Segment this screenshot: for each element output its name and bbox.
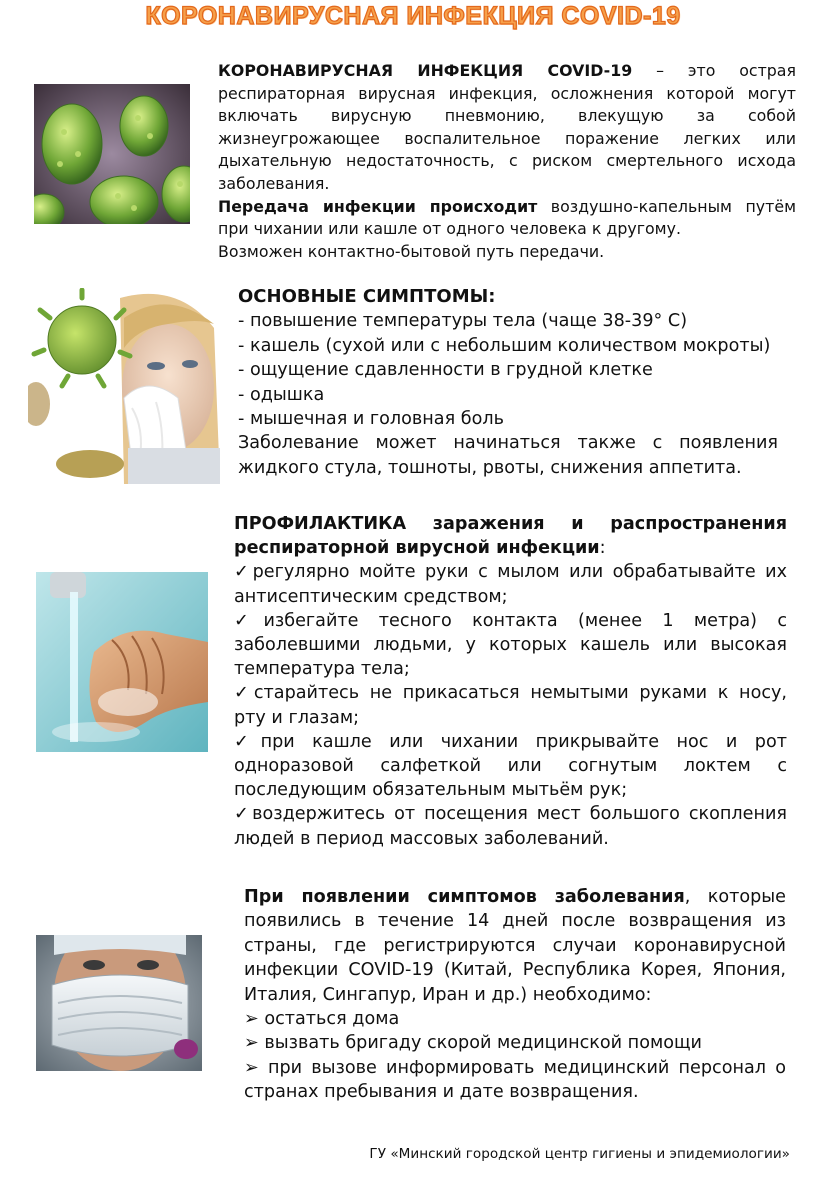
- prevention-item-text: воздержитесь от посещения мест большого скопления людей в период массовых заболеваний.: [234, 804, 787, 849]
- prevention-item: [234, 560, 787, 608]
- transmission-bold: Передача инфекции происходит: [218, 196, 538, 216]
- hand-washing-image: [36, 572, 208, 752]
- arrow-icon: ➢: [244, 1033, 259, 1054]
- prevention-heading: [234, 512, 787, 560]
- symptom-item: - мышечная и головная боль: [238, 409, 504, 430]
- sneezing-woman-image: [28, 288, 220, 484]
- medical-mask-image: [36, 935, 202, 1071]
- transmission-text: воздушно-капельным путём при чихании или кашле от одного человека к другому.: [218, 196, 796, 239]
- check-icon: ✓: [234, 562, 253, 583]
- symptom-item: - одышка: [238, 384, 325, 405]
- check-icon: ✓: [234, 731, 261, 752]
- action-item-text: вызвать бригаду скорой медицинской помощи: [258, 1033, 702, 1054]
- action-item-text: при вызове информировать медицинский персонал о странах пребывания и дате возвращения.: [244, 1057, 786, 1103]
- arrow-icon: ➢: [244, 1057, 259, 1078]
- intro-definition: [218, 60, 796, 196]
- symptom-item: - ощущение сдавленности в грудной клетке: [238, 360, 653, 381]
- actions-lead: [244, 885, 786, 1007]
- intro-contact: Возможен контактно-бытовой путь передачи.: [218, 241, 605, 261]
- prevention-heading-colon: :: [599, 538, 606, 559]
- action-item-text: остаться дома: [258, 1009, 400, 1030]
- intro-transmission: [218, 196, 796, 241]
- symptoms-section: [238, 285, 778, 480]
- prevention-item-text: избегайте тесного контакта (менее 1 метра) с заболевшими людьми, у которых кашель или высокая температура тела;: [234, 610, 787, 680]
- actions-section: [244, 885, 786, 1105]
- virus-image: [34, 84, 190, 224]
- action-item: [244, 1007, 786, 1031]
- prevention-heading-bold: ПРОФИЛАКТИКА заражения и распространения респираторной вирусной инфекции: [234, 514, 787, 559]
- actions-lead-bold: При появлении симптомов заболевания: [244, 887, 685, 907]
- page-title: КОРОНАВИРУСНАЯ ИНФЕКЦИЯ COVID-19: [145, 2, 681, 30]
- prevention-item: [234, 730, 787, 803]
- prevention-item: [234, 609, 787, 682]
- action-item: [244, 1031, 786, 1055]
- symptoms-note: Заболевание может начинаться также с появления жидкого стула, тошноты, рвоты, снижения аппетита.: [238, 433, 778, 478]
- check-icon: ✓: [234, 804, 253, 825]
- intro-dash: –: [632, 61, 688, 80]
- prevention-item-text: при кашле или чихании прикрывайте нос и рот одноразовой салфеткой или согнутым локтем с последующим обязательным мытьём рук;: [234, 731, 787, 801]
- prevention-item: [234, 802, 787, 850]
- prevention-section: [234, 512, 787, 851]
- intro-term: КОРОНАВИРУСНАЯ ИНФЕКЦИЯ COVID-19: [218, 61, 633, 80]
- symptom-item: - повышение температуры тела (чаще 38-39° С): [238, 311, 688, 332]
- intro-text: [218, 60, 796, 263]
- actions-lead-text: , которые появились в течение 14 дней после возвращения из страны, где регистрируются случаи коронавирусной инфекции COVID-19 (Китай, Республика Корея, Япония, Италия, Сингапур, Иран и др.) необходимо:: [244, 887, 786, 1005]
- symptoms-heading: ОСНОВНЫЕ СИМПТОМЫ:: [238, 286, 496, 307]
- footer-organization: ГУ «Минский городской центр гигиены и эпидемиологии»: [369, 1146, 790, 1162]
- prevention-item: [234, 681, 787, 729]
- arrow-icon: ➢: [244, 1009, 259, 1030]
- action-item: [244, 1056, 786, 1105]
- check-icon: ✓: [234, 610, 264, 631]
- check-icon: ✓: [234, 683, 254, 704]
- intro-definition-text: это острая респираторная вирусная инфекция, осложнения которой могут включать вирусную пневмонию, влекущую за собой жизнеугрожающее воспалительное поражение легких или дыхательную недостаточность, с риском смертельного исхода заболевания.: [218, 61, 796, 193]
- symptom-item: - кашель (сухой или с небольшим количеством мокроты): [238, 335, 771, 356]
- prevention-item-text: старайтесь не прикасаться немытыми руками к носу, рту и глазам;: [234, 683, 788, 728]
- prevention-item-text: регулярно мойте руки с мылом или обрабатывайте их антисептическим средством;: [234, 562, 787, 607]
